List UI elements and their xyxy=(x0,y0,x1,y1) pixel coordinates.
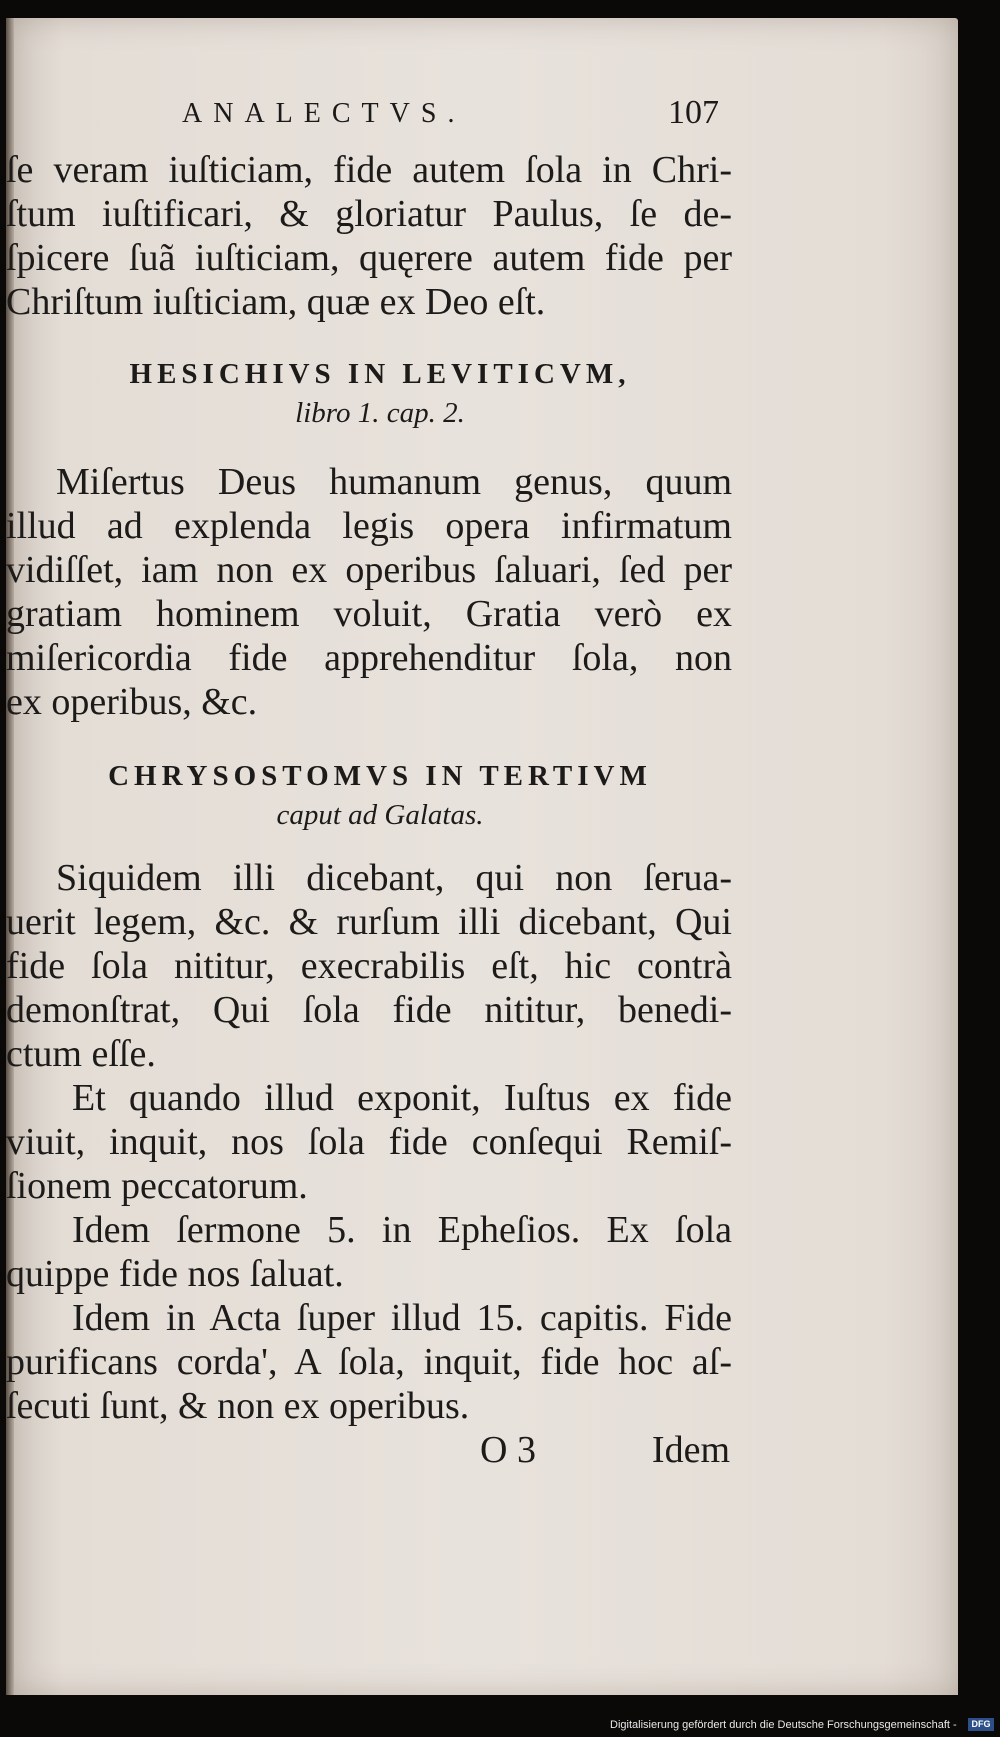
text-line: Et quando illud exponit, Iuſtus ex fide xyxy=(72,1077,732,1119)
text-line: fide ſola nititur, execrabilis eſt, hic contrà xyxy=(6,945,732,987)
signature-mark: O 3 xyxy=(480,1429,536,1471)
text-line: Chriſtum iuſticiam, quæ ex Deo eſt. xyxy=(6,281,546,323)
text-line: gratiam hominem voluit, Gratia verò ex xyxy=(6,593,732,635)
heading-reference: caput ad Galatas. xyxy=(276,799,484,831)
digitization-credit: Digitalisierung gefördert durch die Deutsche Forschungsgemeinschaft - xyxy=(610,1719,957,1731)
text-line: purificans corda', A ſola, inquit, fide hoc aſ- xyxy=(6,1341,732,1383)
text-line: ctum eſſe. xyxy=(6,1033,156,1075)
text-line: quippe fide nos ſaluat. xyxy=(6,1253,344,1295)
heading-caps: HESICHIVS IN LEVITICVM, xyxy=(129,358,631,390)
folio-number: 107 xyxy=(668,94,719,131)
text-line: Miſertus Deus humanum genus, quum xyxy=(56,461,732,503)
heading-caps: CHRYSOSTOMVS IN TERTIVM xyxy=(108,760,652,792)
text-line: viuit, inquit, nos ſola fide conſequi Remiſ- xyxy=(6,1121,732,1163)
running-title: ANALECTVS. xyxy=(182,98,466,129)
text-line: Siquidem illi dicebant, qui non ſerua- xyxy=(56,857,732,899)
scan-bottom-strip xyxy=(0,1697,1000,1737)
text-block-2 xyxy=(6,460,732,724)
page-header xyxy=(0,94,952,142)
text-line: ſionem peccatorum. xyxy=(6,1165,308,1207)
section-heading-1 xyxy=(40,358,720,430)
text-line: demonſtrat, Qui ſola fide nititur, benedi- xyxy=(6,989,732,1031)
text-line: illud ad explenda legis opera infirmatum xyxy=(6,505,732,547)
text-line: ex operibus, &c. xyxy=(6,681,258,723)
section-heading-2 xyxy=(40,760,720,832)
text-line: miſericordia fide apprehenditur ſola, non xyxy=(6,637,732,679)
text-line: uerit legem, &c. & rurſum illi dicebant, Qui xyxy=(6,901,732,943)
heading-reference: libro 1. cap. 2. xyxy=(295,397,465,429)
text-line: Idem in Acta ſuper illud 15. capitis. Fide xyxy=(72,1297,732,1339)
text-line: ſpicere ſuã iuſticiam, quęrere autem fide per xyxy=(6,237,732,279)
text-line: vidiſſet, iam non ex operibus ſaluari, ſed per xyxy=(6,549,732,591)
catchword: Idem xyxy=(651,1429,730,1471)
text-block-3 xyxy=(6,856,732,1428)
text-line: ſe veram iuſticiam, fide autem ſola in Chri- xyxy=(6,149,732,191)
dfg-logo: DFG xyxy=(968,1718,994,1731)
text-block-1 xyxy=(6,148,732,324)
text-line: Idem ſermone 5. in Epheſios. Ex ſola xyxy=(72,1209,732,1251)
text-line: ſtum iuſtificari, & gloriatur Paulus, ſe de- xyxy=(6,193,732,235)
text-line: ſecuti ſunt, & non ex operibus. xyxy=(6,1385,470,1427)
